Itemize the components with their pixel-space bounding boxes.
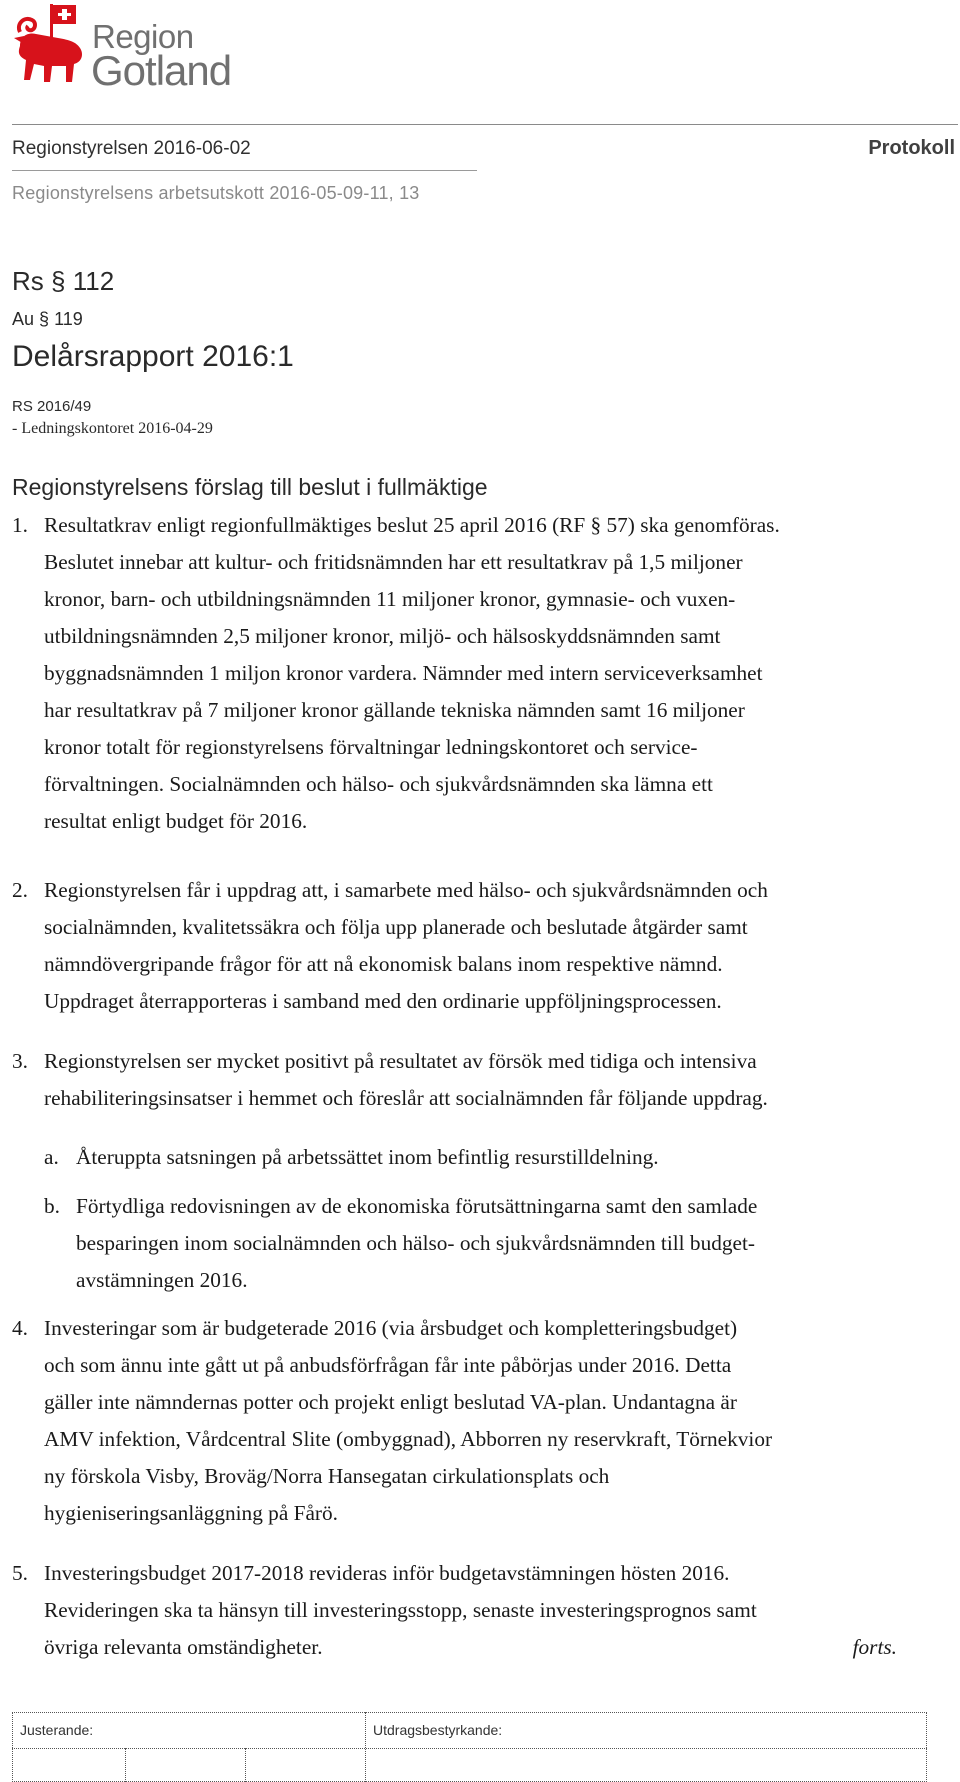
committee-line: Regionstyrelsens arbetsutskott 2016-05-09-11, 13: [12, 183, 420, 203]
header-rule: [12, 124, 958, 125]
reference-line: - Ledningskontoret 2016-04-29: [12, 420, 213, 437]
logo-wordmark-gotland: Gotland: [91, 47, 232, 94]
signature-table-divider: [365, 1712, 367, 1782]
signature-table-row-rule: [12, 1748, 927, 1750]
decision-item-4: 4. Investeringar som är budgeterade 2016 (via årsbudget och kompletteringsbudget) och som ännu inte gått ut på anbudsförfrågan får inte påbörjas under 2016. Detta gäller inte nämndernas potter och projekt enligt beslutad VA-plan. Undantagna är AMV infektion, Vårdcentral Slite (ombyggnad), Abborren ny reservkraft, Törnekvior ny förskola Visby, Broväg/Norra Hansegatan cirkulationsplats och hygieniseringsanläggning på Fårö.: [12, 1316, 773, 1525]
meeting-date: Regionstyrelsen 2016-06-02: [12, 138, 251, 159]
region-gotland-ram-logo-icon: [14, 2, 92, 90]
subheader-rule: [12, 170, 477, 171]
decision-item-1: 1. Resultatkrav enligt regionfullmäktiges beslut 25 april 2016 (RF § 57) ska genomföras. Beslutet innebar att kultur- och fritidsnämnden har ett resultatkrav på 1,5 miljoner kronor, barn- och utbildningsnämnden 11 miljoner kronor, gymnasie- och vuxen- utbildningsnämnden 2,5 miljoner kronor, miljö- och hälsoskyddsnämnden samt byggnadsnämnden 1 miljon kronor vardera. Nämnder med intern serviceverksamhet har resultatkrav på 7 miljoner kronor gällande tekniska nämnden samt 16 miljoner kronor totalt för regionstyrelsens förvaltningar ledningskontoret och service- förvaltningen. Socialnämnden och hälso- och sjukvårdsnämnden ska lämna ett resultat enligt budget för 2016.: [12, 513, 780, 833]
decision-item-3: 3. Regionstyrelsen ser mycket positivt på resultatet av försök med tidiga och intensiva rehabiliteringsinsatser i hemmet och föreslår att socialnämnden får följande uppdrag.: [12, 1049, 768, 1110]
decision-item-2: 2. Regionstyrelsen får i uppdrag att, i samarbete med hälso- och sjukvårdsnämnden och socialnämnden, kvalitetssäkra och följa upp planerade och beslutade åtgärder samt nämndövergripande frågor för att nå ekonomisk balans inom respektive nämnd. Uppdraget återrapporteras i samband med den ordinarie uppföljningsprocessen.: [12, 878, 768, 1013]
document-type: Protokoll: [868, 137, 955, 159]
decision-item-5: 5. Investeringsbudget 2017-2018 revideras inför budgetavstämningen hösten 2016. Revideringen ska ta hänsyn till investeringsstopp, senaste investeringsprognos samt övriga relevanta omständigheter. forts.: [12, 1555, 947, 1666]
justerande-label: Justerande:: [20, 1722, 94, 1738]
proposal-heading: Regionstyrelsens förslag till beslut i fullmäktige: [12, 474, 488, 500]
sub-item-a: a. Återuppta satsningen på arbetssättet inom befintlig resurstilldelning.: [44, 1145, 659, 1169]
sub-item-b: b. Förtydliga redovisningen av de ekonomiska förutsättningarna samt den samlade besparingen inom socialnämnden och hälso- och sjukvårdsnämnden till budget- avstämningen 2016.: [44, 1194, 758, 1292]
au-paragraph-number: Au § 119: [12, 309, 83, 329]
rs-paragraph-number: Rs § 112: [12, 266, 115, 296]
page-title: Delårsrapport 2016:1: [12, 340, 294, 373]
logo-wordmark-region: Region: [92, 18, 194, 55]
utdragsbestyrkande-label: Utdragsbestyrkande:: [373, 1722, 503, 1738]
diarie-number: RS 2016/49: [12, 398, 92, 415]
continued-marker: forts.: [852, 1635, 897, 1659]
